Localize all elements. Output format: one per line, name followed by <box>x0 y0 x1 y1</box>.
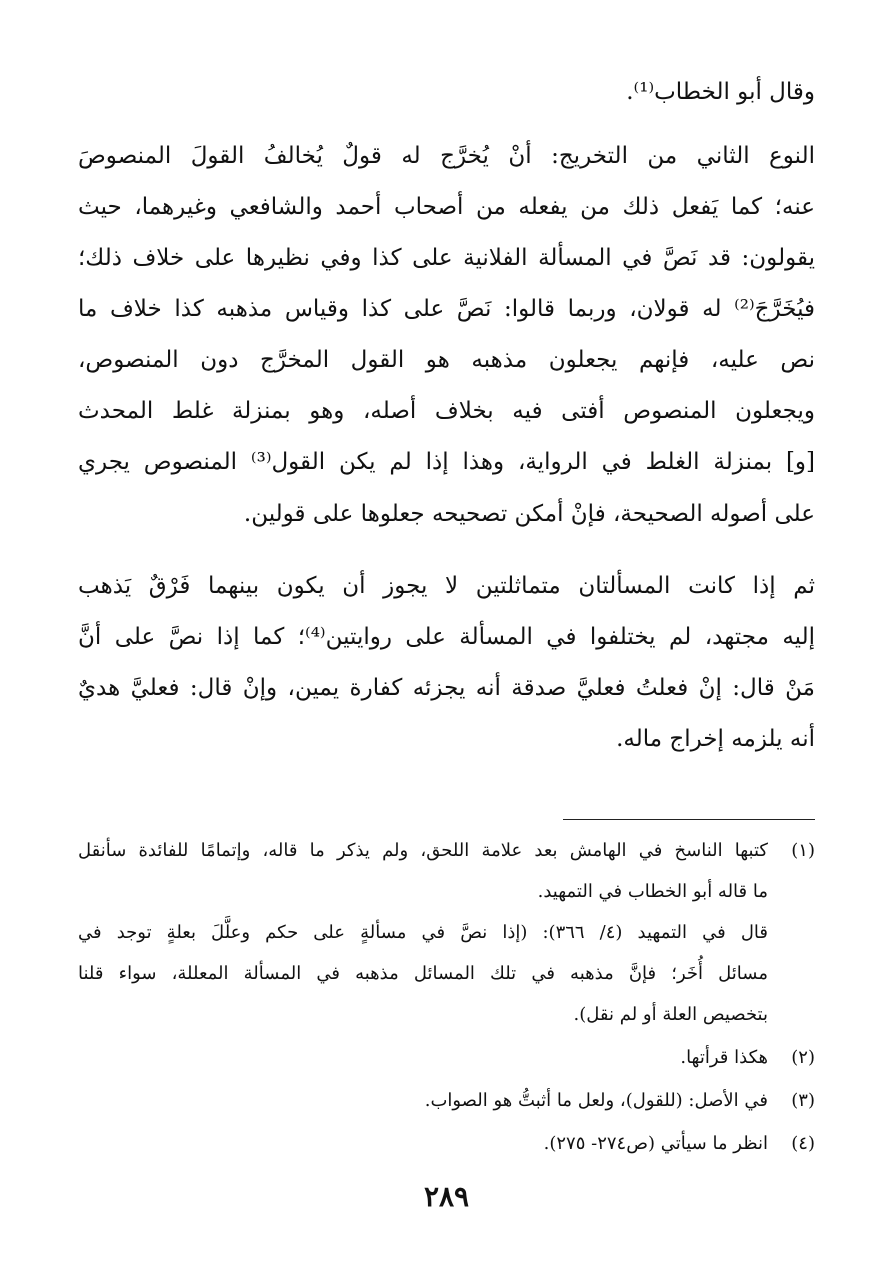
footnote-line: هكذا قرأتها. <box>680 1047 768 1068</box>
footnote-line: في الأصل: (للقول)، ولعل ما أثبتُّ هو الصواب. <box>424 1090 768 1111</box>
footnote-number: (٣) <box>791 1090 815 1111</box>
text-line: ثم إذا كانت المسألتان متماثلتين لا يجوز أن يكون بينهما فَرْقٌ يَذهب <box>78 573 815 599</box>
text-line: يقولون: قد نَصَّ في المسألة الفلانية على كذا وفي نظيرها على خلاف ذلك؛ <box>78 245 815 271</box>
footnote-line: انظر ما سيأتي (ص٢٧٤- ٢٧٥). <box>543 1133 768 1154</box>
text-line: مَنْ قال: إنْ فعلتُ فعليَّ صدقة أنه يجزئه كفارة يمين، وإنْ قال: فعليَّ هديٌ <box>78 675 815 701</box>
footnote-line: مسائل أُخَر؛ فإنَّ مذهبه في تلك المسائل مذهبه في المسألة المعللة، سواء قلنا <box>78 963 768 984</box>
footnote-line: بتخصيص العلة أو لم نقل). <box>573 1004 768 1025</box>
footnote-number: (٢) <box>791 1047 815 1068</box>
text-line: وقال أبو الخطاب⁽¹⁾. <box>626 79 815 105</box>
footnote-line: ما قاله أبو الخطاب في التمهيد. <box>537 881 768 902</box>
text-line: فيُخَرَّجَ⁽²⁾ له قولان، وربما قالوا: نَصَّ على كذا وقياس مذهبه كذا خلاف ما <box>78 296 815 322</box>
text-line: أنه يلزمه إخراج ماله. <box>616 726 815 752</box>
text-line: [و] بمنزلة الغلط في الرواية، وهذا إذا لم يكن القول⁽³⁾ المنصوص يجري <box>78 449 815 475</box>
footnote-number: (١) <box>791 840 815 861</box>
text-line: على أصوله الصحيحة، فإنْ أمكن تصحيحه جعلوها على قولين. <box>243 501 815 527</box>
text-line: عنه؛ كما يَفعل ذلك من يفعله من أصحاب أحمد والشافعي وغيرهما، حيث <box>78 194 815 220</box>
text-line: ويجعلون المنصوص أفتى فيه بخلاف أصله، وهو بمنزلة غلط المحدث <box>78 398 815 424</box>
footnote-number: (٤) <box>791 1133 815 1154</box>
text-line: النوع الثاني من التخريج: أنْ يُخرَّج له قولٌ يُخالفُ القولَ المنصوصَ <box>78 143 815 169</box>
footnote-line: كتبها الناسخ في الهامش بعد علامة اللحق، ولم يذكر ما قاله، وإتمامًا للفائدة سأنقل <box>78 840 768 861</box>
footnote-line: قال في التمهيد (٤/ ٣٦٦): (إذا نصَّ في مسألةٍ على حكم وعلَّلَ بعلةٍ توجد في <box>78 922 768 943</box>
text-line: نص عليه، فإنهم يجعلون مذهبه هو القول المخرَّج دون المنصوص، <box>78 347 815 373</box>
footnote-divider <box>563 819 815 820</box>
text-line: إليه مجتهد، لم يختلفوا في المسألة على روايتين⁽⁴⁾؛ كما إذا نصَّ على أنَّ <box>78 624 815 650</box>
page-number: ٢٨٩ <box>423 1180 470 1213</box>
